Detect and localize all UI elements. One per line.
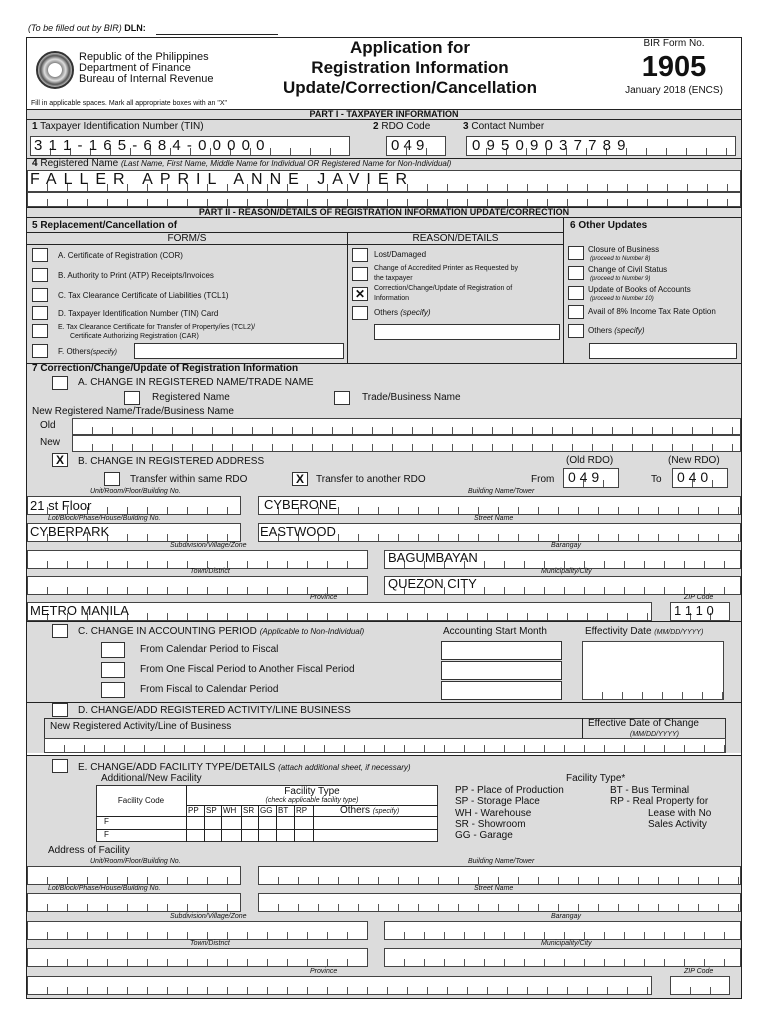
facility-col-pp: PP — [188, 806, 199, 815]
books-label: Update of Books of Accounts — [588, 285, 691, 294]
form-tcl1-checkbox[interactable] — [32, 288, 48, 302]
activity-field[interactable] — [44, 738, 726, 753]
reason-others-input[interactable] — [374, 324, 560, 340]
old-name-field[interactable] — [72, 418, 741, 435]
unit-label: Unit/Room/Floor/Building No. — [90, 488, 181, 495]
forms-header: FORM/S — [167, 233, 207, 244]
address-of-facility-label: Address of Facility — [48, 845, 130, 856]
s6-label: 6 Other Updates — [570, 220, 648, 231]
fac-municipality-field[interactable] — [384, 948, 741, 967]
form-others-label: F. Others(specify) — [58, 347, 117, 356]
title-line3: Update/Correction/Cancellation — [282, 78, 538, 97]
fiscal-to-fiscal-checkbox[interactable] — [101, 662, 125, 678]
acct-start-input-2[interactable] — [441, 661, 562, 680]
form-cor-checkbox[interactable] — [32, 248, 48, 262]
part1-title: PART I - TAXPAYER INFORMATION — [309, 109, 459, 119]
fac-zip-label: ZIP Code — [684, 968, 714, 975]
fac-lot-field[interactable] — [27, 893, 241, 912]
col-div — [294, 805, 295, 842]
acct-start-input-1[interactable] — [441, 641, 562, 660]
facility-col-bt: BT — [278, 806, 289, 815]
legend-rp-3: Sales Activity — [648, 819, 707, 830]
fac-town-label: Town/District — [190, 940, 230, 947]
cal-to-fiscal-label: From Calendar Period to Fiscal — [140, 644, 279, 655]
town-label: Town/District — [190, 568, 230, 575]
form-car-label: Certificate Authorizing Registration (CAR) — [70, 333, 199, 340]
acct-start-label: Accounting Start Month — [443, 626, 547, 637]
change-activity-checkbox[interactable] — [52, 703, 68, 717]
fiscal-to-fiscal-label: From One Fiscal Period to Another Fiscal Period — [140, 664, 355, 675]
change-facility-label: E. CHANGE/ADD FACILITY TYPE/DETAILS (attach additional sheet, if necessary) — [78, 762, 411, 773]
barangay-value: BAGUMBAYAN — [388, 550, 478, 565]
fac-zip-field[interactable] — [670, 976, 730, 995]
barangay-label: Barangay — [551, 542, 581, 549]
street-label: Street Name — [474, 515, 514, 522]
change-name-label: A. CHANGE IN REGISTERED NAME/TRADE NAME — [78, 377, 314, 388]
tin-label: 1 Taxpayer Identification Number (TIN) — [32, 121, 204, 132]
closure-label: Closure of Business — [588, 245, 660, 254]
facility-row-f1: F — [104, 817, 109, 826]
rdo-label: 2 RDO Code — [373, 121, 431, 132]
to-label: To — [651, 474, 662, 485]
legend-rp-2: Lease with No — [648, 808, 712, 819]
d-divider — [27, 702, 741, 703]
building-value: CYBERONE — [264, 497, 337, 512]
fac-town-field[interactable] — [27, 948, 368, 967]
reason-others-checkbox[interactable] — [352, 306, 368, 320]
fac-barangay-field[interactable] — [384, 921, 741, 940]
eff-change-label: Effective Date of Change — [588, 718, 699, 729]
registered-name-value: FALLER APRIL ANNE JAVIER — [30, 171, 415, 188]
legend-pp: PP - Place of Production — [455, 785, 564, 796]
eff-change-hint: (MM/DD/YYYY) — [630, 731, 679, 738]
street-value: EASTWOOD — [260, 524, 336, 539]
effectivity-date-field[interactable] — [582, 641, 724, 700]
reason-printer-checkbox[interactable] — [352, 267, 368, 281]
from-rdo-value: 0 4 9 — [568, 469, 600, 485]
legend-wh: WH - Warehouse — [455, 808, 532, 819]
other-updates-input[interactable] — [589, 343, 737, 359]
s7-label: 7 Correction/Change/Update of Registration Information — [32, 363, 299, 374]
from-label: From — [531, 474, 555, 485]
unit-value: 21 st Floor — [30, 498, 92, 513]
books-checkbox[interactable] — [568, 286, 584, 300]
fac-subdivision-label: Subdivision/Village/Zone — [170, 913, 247, 920]
closure-checkbox[interactable] — [568, 246, 584, 260]
fill-note: Fill in applicable spaces. Mark all appropriate boxes with an "X" — [31, 100, 228, 107]
facility-col-others: Others (specify) — [340, 805, 400, 816]
fac-street-field[interactable] — [258, 893, 741, 912]
registered-name-opt: Registered Name — [152, 392, 230, 403]
effectivity-label: Effectivity Date (MM/DD/YYYY) — [585, 626, 704, 637]
facility-type-hint: (check applicable facility type) — [265, 797, 359, 804]
reason-correction-label: Correction/Change/Update of Registration of — [374, 285, 513, 292]
reason-correction-checkbox[interactable]: ✕ — [352, 287, 368, 301]
form-tcl2-label: E. Tax Clearance Certificate for Transfer of Property/ies (TCL2)/ — [58, 324, 256, 331]
legend-sp: SP - Storage Place — [455, 796, 540, 807]
province-value: METRO MANILA — [30, 603, 129, 618]
new-name-field[interactable] — [72, 435, 741, 452]
facility-col-rp: RP — [296, 806, 308, 815]
registered-name-checkbox[interactable] — [124, 391, 140, 405]
transfer-within-label: Transfer within same RDO — [130, 474, 248, 485]
lot-label: Lot/Block/Phase/House/Building No. — [48, 515, 161, 522]
form-atp-checkbox[interactable] — [32, 268, 48, 282]
reason-lost-label: Lost/Damaged — [374, 250, 427, 259]
form-others-checkbox[interactable] — [32, 344, 48, 358]
title-line2: Registration Information — [311, 58, 509, 77]
legend-title: Facility Type* — [566, 773, 626, 784]
to-rdo-value: 0 4 0 — [677, 469, 709, 485]
fac-unit-label: Unit/Room/Floor/Building No. — [90, 858, 181, 865]
agency-line1: Republic of the Philippines — [79, 51, 209, 63]
col-div — [204, 805, 205, 842]
change-address-label: B. CHANGE IN REGISTERED ADDRESS — [78, 456, 265, 467]
transfer-another-label: Transfer to another RDO — [316, 474, 426, 485]
building-label: Building Name/Tower — [468, 488, 535, 495]
form-cor-label: A. Certificate of Registration (COR) — [58, 251, 183, 260]
fac-building-field[interactable] — [258, 866, 741, 885]
civil-status-checkbox[interactable] — [568, 266, 584, 280]
bir-seal-icon — [36, 51, 74, 89]
facility-type-label: Facility Type — [284, 786, 340, 797]
transfer-another-checkbox[interactable]: X — [292, 472, 308, 486]
change-address-checkbox[interactable]: X — [52, 453, 68, 467]
dln-line — [156, 34, 278, 35]
tin-value: 3 1 1 - 1 6 5 - 6 8 4 - 0 0 0 0 0 — [34, 137, 266, 154]
form-tin-card-checkbox[interactable] — [32, 306, 48, 320]
lot-value: CYBERPARK — [30, 524, 110, 539]
other-updates-label: Others (specify) — [588, 326, 645, 335]
cal-to-fiscal-checkbox[interactable] — [101, 642, 125, 658]
books-note: (proceed to Number 10) — [590, 296, 654, 302]
municipality-label: Municipality/City — [541, 568, 592, 575]
zip-value: 1 1 1 0 — [674, 603, 714, 618]
change-accounting-label: C. CHANGE IN ACCOUNTING PERIOD (Applicable to Non-Individual) — [78, 626, 365, 637]
s5-hdr-bottom — [27, 244, 563, 245]
contact-value: 0 9 5 0 9 0 3 7 7 8 9 — [472, 137, 627, 154]
civil-status-note: (proceed to Number 9) — [590, 276, 651, 282]
reason-lost-checkbox[interactable] — [352, 248, 368, 262]
legend-bt: BT - Bus Terminal — [610, 785, 690, 796]
fac-building-label: Building Name/Tower — [468, 858, 535, 865]
fiscal-to-cal-label: From Fiscal to Calendar Period — [140, 684, 279, 695]
fac-subdivision-field[interactable] — [27, 921, 368, 940]
s5-divider — [347, 232, 348, 363]
name-label: 4 Registered Name (Last Name, First Name, Middle Name for Individual OR Registered Name for Non-Individual) — [32, 158, 452, 169]
new-label: New — [40, 437, 61, 448]
legend-sr: SR - Showroom — [455, 819, 526, 830]
form-tin-card-label: D. Taxpayer Identification Number (TIN) Card — [58, 309, 219, 318]
form-no-label: BIR Form No. — [643, 38, 705, 49]
agency-line2: Department of Finance — [79, 62, 191, 74]
col-div — [221, 805, 222, 842]
closure-note: (proceed to Number 8) — [590, 256, 651, 262]
fac-street-label: Street Name — [474, 885, 514, 892]
form-tcl1-label: C. Tax Clearance Certificate of Liabilities (TCL1) — [58, 291, 229, 300]
reason-printer-label-2: the taxpayer — [374, 275, 413, 282]
s6-divider — [563, 218, 564, 363]
agency-line3: Bureau of Internal Revenue — [79, 73, 214, 85]
legend-gg: GG - Garage — [455, 830, 513, 841]
fac-province-field[interactable] — [27, 976, 652, 995]
reason-header: REASON/DETAILS — [412, 233, 499, 244]
col-div — [241, 805, 242, 842]
form-atp-label: B. Authority to Print (ATP) Receipts/Invoices — [58, 271, 214, 280]
reason-correction-label-2: Information — [374, 295, 410, 302]
change-activity-label: D. CHANGE/ADD REGISTERED ACTIVITY/LINE BUSINESS — [78, 705, 351, 716]
facility-col-sr: SR — [243, 806, 255, 815]
contact-label: 3 Contact Number — [463, 121, 545, 132]
registered-name-field-2[interactable] — [27, 192, 741, 207]
change-accounting-checkbox[interactable] — [52, 624, 68, 638]
trade-name-checkbox[interactable] — [334, 391, 350, 405]
old-rdo-label: (Old RDO) — [566, 455, 614, 466]
facility-row-f2: F — [104, 830, 109, 839]
province-label: Province — [310, 594, 338, 601]
zip-label: ZIP Code — [684, 594, 714, 601]
form-number: 1905 — [641, 51, 707, 83]
town-field[interactable] — [27, 576, 368, 595]
new-rdo-label: (New RDO) — [668, 455, 720, 466]
fac-barangay-label: Barangay — [551, 913, 581, 920]
fac-municipality-label: Municipality/City — [541, 940, 592, 947]
trade-name-opt: Trade/Business Name — [362, 392, 461, 403]
other-updates-checkbox[interactable] — [568, 324, 584, 338]
dln-note: (To be filled out by BIR) DLN: — [28, 23, 146, 33]
form-others-input[interactable] — [134, 343, 344, 359]
old-label: Old — [40, 420, 56, 431]
transfer-within-checkbox[interactable] — [104, 472, 120, 486]
fac-unit-field[interactable] — [27, 866, 241, 885]
new-activity-label: New Registered Activity/Line of Business — [50, 721, 232, 732]
part2-title: PART II - REASON/DETAILS OF REGISTRATION INFORMATION UPDATE/CORRECTION — [198, 207, 570, 217]
facility-code-label: Facility Code — [117, 796, 165, 805]
subdivision-label: Subdivision/Village/Zone — [170, 542, 247, 549]
change-name-checkbox[interactable] — [52, 376, 68, 390]
fiscal-to-cal-checkbox[interactable] — [101, 682, 125, 698]
income-tax-label: Avail of 8% Income Tax Rate Option — [588, 307, 716, 316]
subdivision-field[interactable] — [27, 550, 368, 569]
fac-province-label: Province — [310, 968, 338, 975]
col-div — [313, 805, 314, 842]
c-divider — [27, 621, 741, 622]
facility-col-gg: GG — [260, 806, 273, 815]
form-tcl2-checkbox[interactable] — [32, 324, 48, 338]
additional-facility-label: Additional/New Facility — [101, 773, 202, 784]
facility-col-sp: SP — [206, 806, 217, 815]
title-line1: Application for — [350, 38, 470, 57]
facility-row1-top — [96, 816, 438, 817]
municipality-value: QUEZON CITY — [388, 576, 477, 591]
new-registered-label: New Registered Name/Trade/Business Name — [32, 406, 234, 417]
form-date: January 2018 (ENCS) — [625, 85, 723, 96]
reason-printer-label: Change of Accredited Printer as Requested by — [374, 265, 518, 272]
s5-label: 5 Replacement/Cancellation of — [32, 220, 178, 231]
acct-start-input-3[interactable] — [441, 681, 562, 700]
change-facility-checkbox[interactable] — [52, 759, 68, 773]
reason-others-label: Others (specify) — [374, 308, 431, 317]
income-tax-checkbox[interactable] — [568, 305, 584, 319]
col-div — [258, 805, 259, 842]
col-div — [276, 805, 277, 842]
facility-row2-top — [96, 829, 438, 830]
legend-rp: RP - Real Property for — [610, 796, 709, 807]
fac-lot-label: Lot/Block/Phase/House/Building No. — [48, 885, 161, 892]
rdo-value: 0 4 9 — [391, 137, 425, 154]
facility-col-wh: WH — [223, 806, 237, 815]
civil-status-label: Change of Civil Status — [588, 265, 668, 274]
